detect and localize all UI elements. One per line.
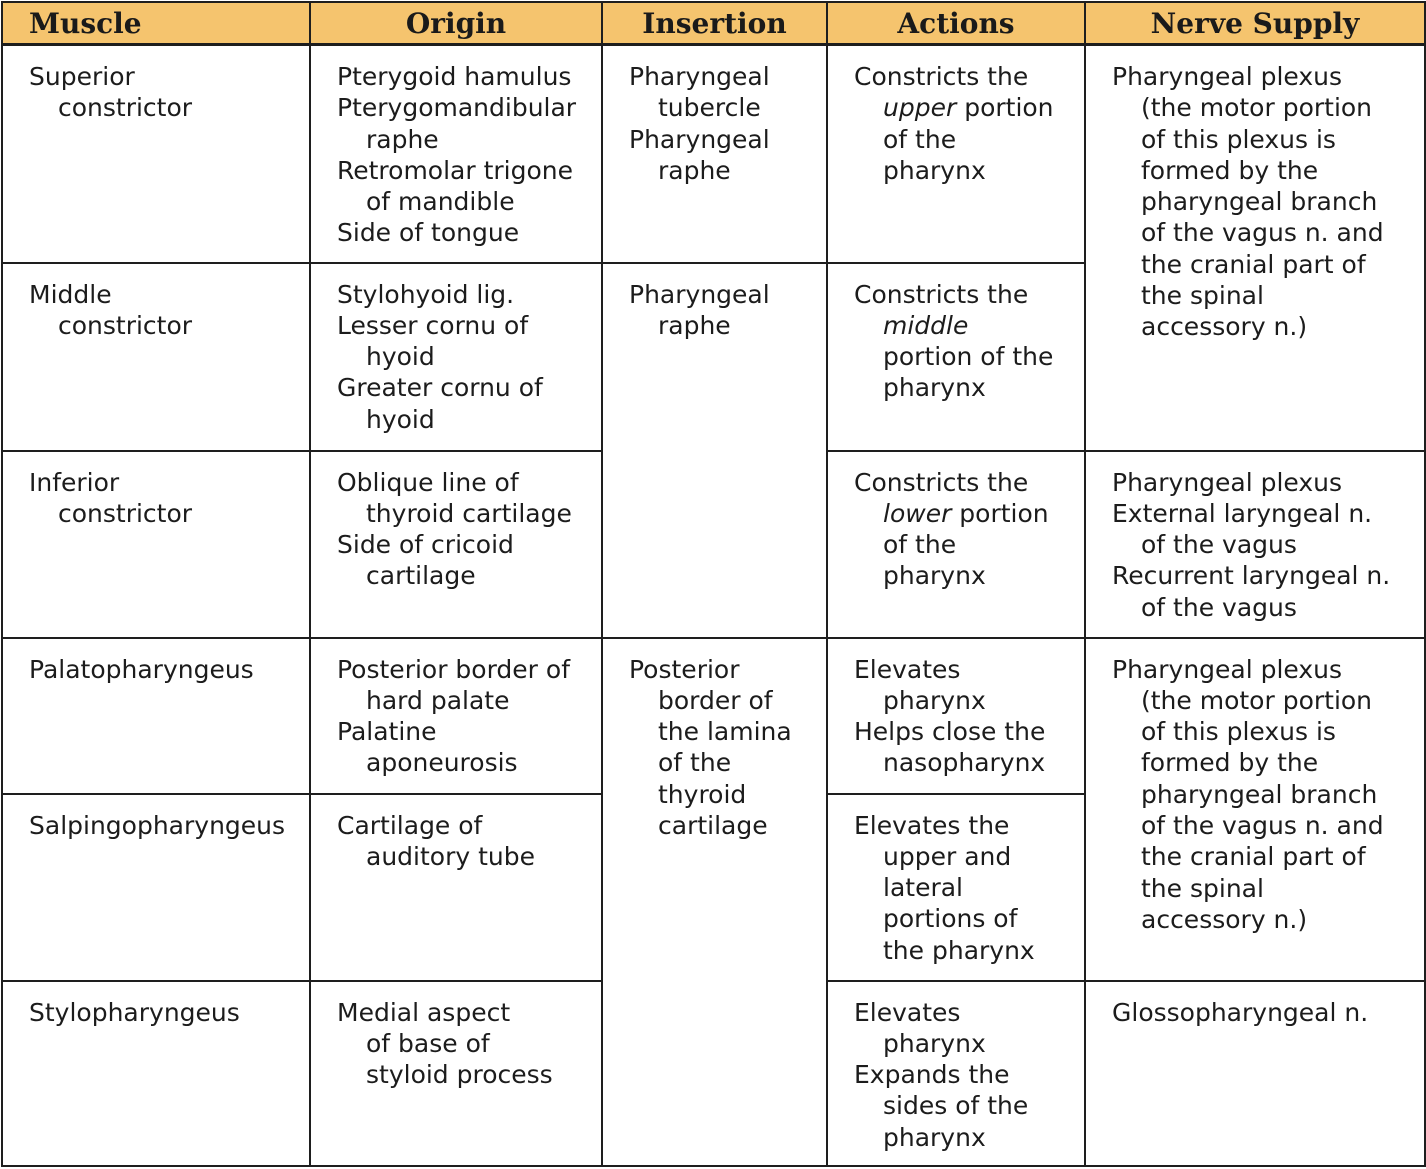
cell-entry: Pharyngeal plexus	[1112, 467, 1343, 497]
entry-text: portion of the pharynx	[883, 93, 1054, 185]
cell-origin	[310, 794, 602, 981]
column-header-insertion: Insertion	[602, 2, 827, 45]
cell-entry: Pterygoid hamulus	[337, 62, 572, 91]
muscle-name	[29, 997, 301, 1028]
cell-actions	[827, 981, 1085, 1167]
cell-insertion	[602, 638, 827, 1167]
cell-muscle	[2, 263, 310, 451]
cell-muscle	[2, 981, 310, 1167]
cell-entry: Pharyngeal plexus (the motor portion of this plexus is formed by the pharyngeal branch of the vagus n. and the cranial part of the spinal accessory n.)	[1112, 62, 1384, 342]
entry-text: Constricts the	[854, 467, 1029, 497]
cell-muscle	[2, 45, 310, 263]
column-header-origin: Origin	[310, 2, 602, 45]
cell-actions	[827, 794, 1085, 981]
cell-entry: External laryngeal n. of the vagus	[1112, 498, 1373, 560]
muscle-name	[29, 467, 301, 530]
table-row-superior-constrictor	[2, 45, 1425, 263]
entry-text: Constricts the	[854, 62, 1029, 91]
column-header-muscle: Muscle	[2, 2, 310, 45]
cell-entry: Stylohyoid lig.	[337, 279, 515, 309]
cell-actions	[827, 263, 1085, 451]
cell-entry: Palatopharyngeus	[29, 654, 254, 684]
nerve-supply-list	[1112, 467, 1416, 623]
origin-list	[337, 279, 593, 435]
actions-list	[854, 810, 1076, 966]
muscle-name	[29, 61, 301, 124]
origin-list	[337, 467, 593, 592]
cell-entry: Lesser cornu of hyoid	[337, 310, 529, 372]
actions-list	[854, 654, 1076, 779]
origin-list	[337, 654, 593, 779]
actions-list	[854, 61, 1076, 186]
cell-entry: Side of tongue	[337, 218, 520, 248]
cell-entry: Pharyngeal raphe	[629, 279, 770, 340]
emphasized-region: middle	[883, 310, 969, 340]
cell-origin	[310, 981, 602, 1167]
cell-entry: Pharyngeal tubercle	[629, 62, 770, 123]
cell-entry: Elevates pharynx	[854, 997, 986, 1058]
insertion-list	[629, 654, 818, 842]
entry-text: Constricts the	[854, 279, 1029, 309]
cell-entry: Pharyngeal raphe	[629, 124, 770, 185]
column-header-nerve-supply: Nerve Supply	[1085, 2, 1425, 45]
actions-list	[854, 279, 1076, 404]
cell-entry: Oblique line of thyroid cartilage	[337, 467, 572, 528]
cell-origin	[310, 451, 602, 638]
cell-actions	[827, 638, 1085, 794]
cell-origin	[310, 638, 602, 794]
cell-entry: Superior constrictor	[29, 62, 193, 123]
muscle-name	[29, 279, 301, 342]
cell-entry: Posterior border of hard palate	[337, 654, 571, 715]
muscle-name	[29, 654, 301, 685]
cell-entry	[854, 279, 1076, 404]
insertion-list	[629, 61, 818, 186]
cell-entry	[854, 61, 1076, 186]
nerve-supply-list	[1112, 61, 1416, 343]
header-row	[2, 2, 1425, 45]
cell-entry: Recurrent laryngeal n. of the vagus	[1112, 561, 1391, 622]
cell-entry: Pterygomandibular raphe	[337, 93, 577, 154]
emphasized-region: upper	[883, 93, 957, 123]
entry-text: portion of the pharynx	[883, 342, 1054, 403]
cell-origin	[310, 45, 602, 263]
cell-entry: Inferior constrictor	[29, 467, 193, 528]
cell-muscle	[2, 794, 310, 981]
emphasized-region: lower	[883, 498, 952, 528]
actions-list	[854, 467, 1076, 592]
cell-origin	[310, 263, 602, 451]
cell-entry: Retromolar trigone of mandible	[337, 155, 574, 217]
cell-insertion	[602, 45, 827, 263]
cell-entry: Helps close the nasopharynx	[854, 717, 1046, 778]
cell-entry	[854, 467, 1076, 592]
cell-nerve-supply	[1085, 981, 1425, 1167]
pharyngeal-muscles-table	[1, 1, 1426, 1167]
cell-entry: Greater cornu of hyoid	[337, 373, 543, 434]
cell-nerve-supply	[1085, 451, 1425, 638]
cell-entry: Palatine aponeurosis	[337, 717, 518, 778]
cell-entry: Salpingopharyngeus	[29, 810, 286, 840]
muscle-name	[29, 810, 301, 841]
cell-nerve-supply	[1085, 45, 1425, 451]
origin-list	[337, 61, 593, 249]
cell-entry: Expands the sides of the pharynx	[854, 1060, 1029, 1152]
column-header-actions: Actions	[827, 2, 1085, 45]
insertion-list	[629, 279, 818, 342]
cell-entry: Cartilage of auditory tube	[337, 810, 535, 871]
table-row-palatopharyngeus	[2, 638, 1425, 794]
origin-list	[337, 997, 593, 1091]
cell-insertion	[602, 263, 827, 638]
cell-nerve-supply	[1085, 638, 1425, 981]
cell-entry: Elevates the upper and lateral portions of the pharynx	[854, 810, 1035, 965]
actions-list	[854, 997, 1076, 1153]
cell-muscle	[2, 451, 310, 638]
nerve-supply-list	[1112, 997, 1416, 1028]
cell-entry: Stylopharyngeus	[29, 997, 240, 1027]
origin-list	[337, 810, 593, 873]
entry-text: portion of the pharynx	[883, 498, 1049, 591]
cell-actions	[827, 451, 1085, 638]
cell-entry: Posterior border of the lamina of the thyroid cartilage	[629, 654, 792, 840]
cell-entry: Glossopharyngeal n.	[1112, 997, 1369, 1027]
cell-entry: Elevates pharynx	[854, 654, 986, 715]
cell-entry: Middle constrictor	[29, 279, 193, 340]
cell-muscle	[2, 638, 310, 794]
cell-entry: Medial aspect of base of styloid process	[337, 997, 553, 1090]
cell-entry: Pharyngeal plexus (the motor portion of this plexus is formed by the pharyngeal branch of the vagus n. and the cranial part of the spinal accessory n.)	[1112, 654, 1384, 934]
cell-actions	[827, 45, 1085, 263]
cell-entry: Side of cricoid cartilage	[337, 530, 514, 591]
nerve-supply-list	[1112, 654, 1416, 936]
